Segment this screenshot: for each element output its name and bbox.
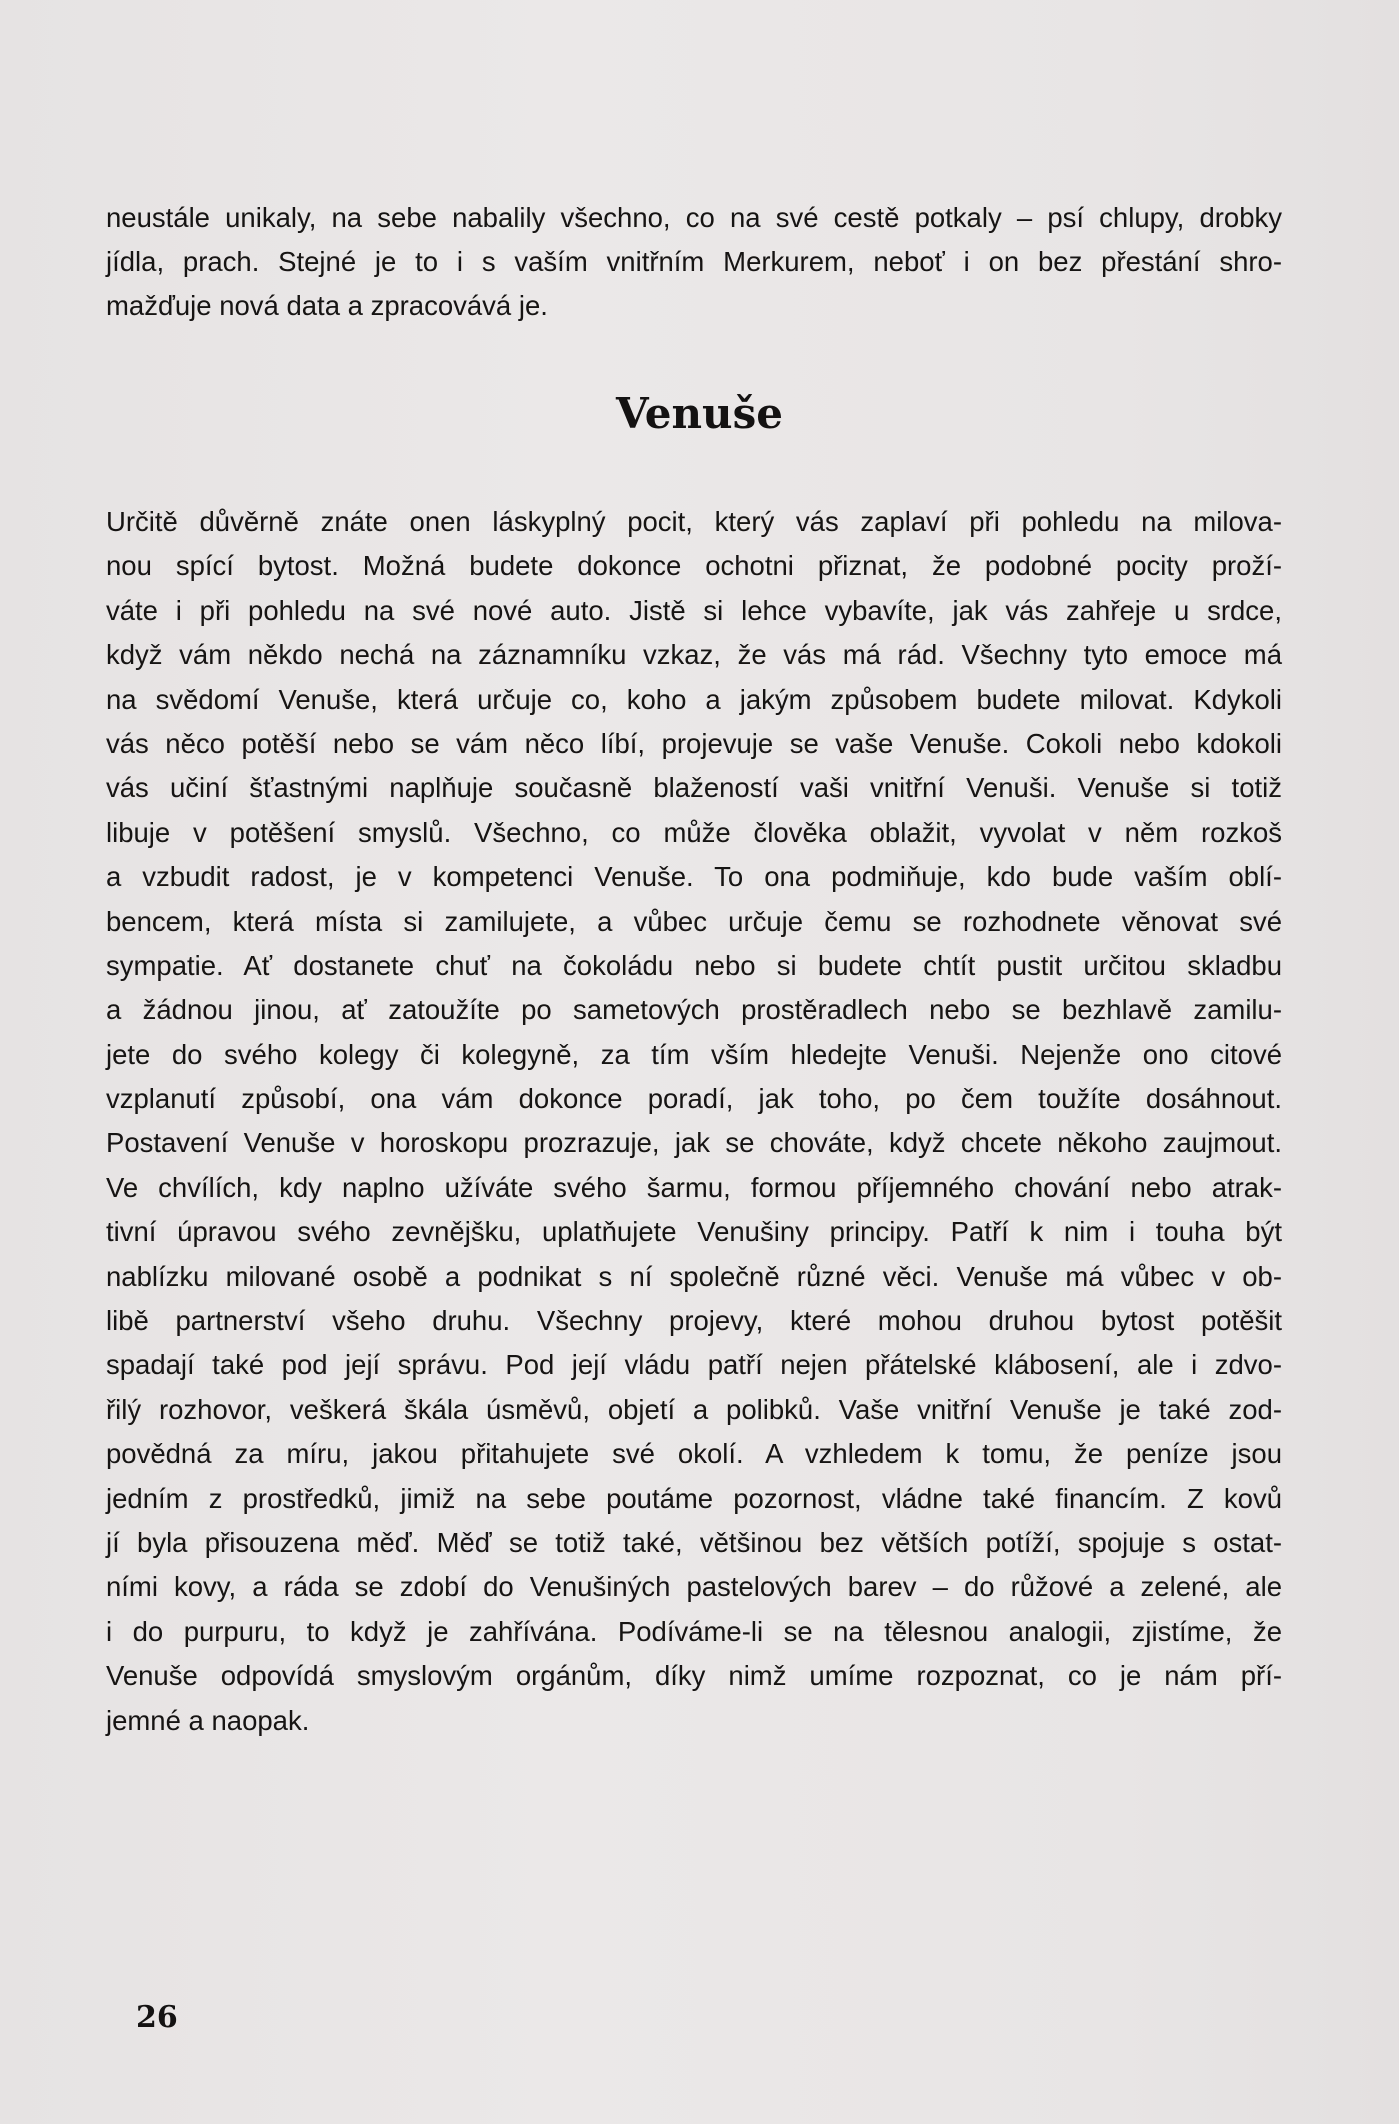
section-heading: Venuše [616, 389, 783, 438]
text-line: a vzbudit radost, je v kompetenci Venuše. To ona podmiňuje, kdo bude vaším oblí- [106, 861, 1282, 893]
text-line: povědná za míru, jakou přitahujete své okolí. A vzhledem k tomu, že peníze jsou [106, 1438, 1282, 1470]
text-line: když vám někdo nechá na záznamníku vzkaz, že vás má rád. Všechny tyto emoce má [106, 639, 1282, 671]
text-line: sympatie. Ať dostanete chuť na čokoládu nebo si budete chtít pustit určitou skladbu [106, 949, 1282, 981]
text-line: i do purpuru, to když je zahřívána. Podíváme-li se na tělesnou analogii, zjistíme, že [106, 1615, 1282, 1647]
text-line: libuje v potěšení smyslů. Všechno, co může člověka oblažit, vyvolat v něm rozkoš [106, 816, 1282, 848]
text-line: Určitě důvěrně znáte onen láskyplný pocit, který vás zaplaví při pohledu na milova- [106, 506, 1282, 537]
text-line: mažďuje nová data a zpracovává je. [106, 290, 548, 321]
text-line: jemné a naopak. [106, 1704, 310, 1736]
text-line: jedním z prostředků, jimiž na sebe poutáme pozornost, vládne také financím. Z kovů [106, 1482, 1282, 1514]
text-line: Venuše odpovídá smyslovým orgánům, díky nimž umíme rozpoznat, co je nám pří- [106, 1660, 1282, 1692]
text-line: vás něco potěší nebo se vám něco líbí, projevuje se vaše Venuše. Cokoli nebo kdokoli [106, 727, 1282, 759]
text-line: jí byla přisouzena měď. Měď se totiž také, většinou bez větších potíží, spojuje s ostat- [106, 1526, 1282, 1558]
text-line: na svědomí Venuše, která určuje co, koho a jakým způsobem budete milovat. Kdykoli [106, 683, 1282, 715]
text-line: jídla, prach. Stejné je to i s vaším vnitřním Merkurem, neboť i on bez přestání shro- [106, 246, 1282, 277]
body-paragraph [106, 500, 1282, 1743]
text-line: neustále unikaly, na sebe nabalily všechno, co na své cestě potkaly – psí chlupy, drobky [106, 202, 1282, 233]
text-line: Ve chvílích, kdy naplno užíváte svého šarmu, formou příjemného chování nebo atrak- [106, 1171, 1282, 1203]
text-line: ními kovy, a ráda se zdobí do Venušiných pastelových barev – do růžové a zelené, ale [106, 1571, 1282, 1603]
text-line: řilý rozhovor, veškerá škála úsměvů, objetí a polibků. Vaše vnitřní Venuše je také zod- [106, 1393, 1282, 1425]
text-line: Postavení Venuše v horoskopu prozrazuje, jak se chováte, když chcete někoho zaujmout. [106, 1127, 1282, 1159]
text-line: nou spící bytost. Možná budete dokonce ochotni přiznat, že podobné pocity proží- [106, 550, 1282, 582]
text-line: a žádnou jinou, ať zatoužíte po sametových prostěradlech nebo se bezhlavě zamilu- [106, 994, 1282, 1026]
text-line: vás učiní šťastnými naplňuje současně blažeností vaši vnitřní Venuši. Venuše si totiž [106, 772, 1282, 804]
text-line: spadají také pod její správu. Pod její vládu patří nejen přátelské klábosení, ale i zdvo- [106, 1349, 1282, 1381]
text-line: vzplanutí způsobí, ona vám dokonce poradí, jak toho, po čem toužíte dosáhnout. [106, 1083, 1282, 1115]
intro-paragraph [106, 196, 1282, 328]
text-line: jete do svého kolegy či kolegyně, za tím vším hledejte Venuši. Nejenže ono citové [106, 1038, 1282, 1070]
text-line: váte i při pohledu na své nové auto. Jistě si lehce vybavíte, jak vás zahřeje u srdce, [106, 594, 1282, 626]
page-number: 26 [136, 2000, 178, 2035]
text-line: tivní úpravou svého zevnějšku, uplatňujete Venušiny principy. Patří k nim i touha být [106, 1216, 1282, 1248]
text-line: bencem, která místa si zamilujete, a vůbec určuje čemu se rozhodnete věnovat své [106, 905, 1282, 937]
text-line: libě partnerství všeho druhu. Všechny projevy, které mohou druhou bytost potěšit [106, 1305, 1282, 1337]
text-line: nablízku milované osobě a podnikat s ní společně různé věci. Venuše má vůbec v ob- [106, 1260, 1282, 1292]
